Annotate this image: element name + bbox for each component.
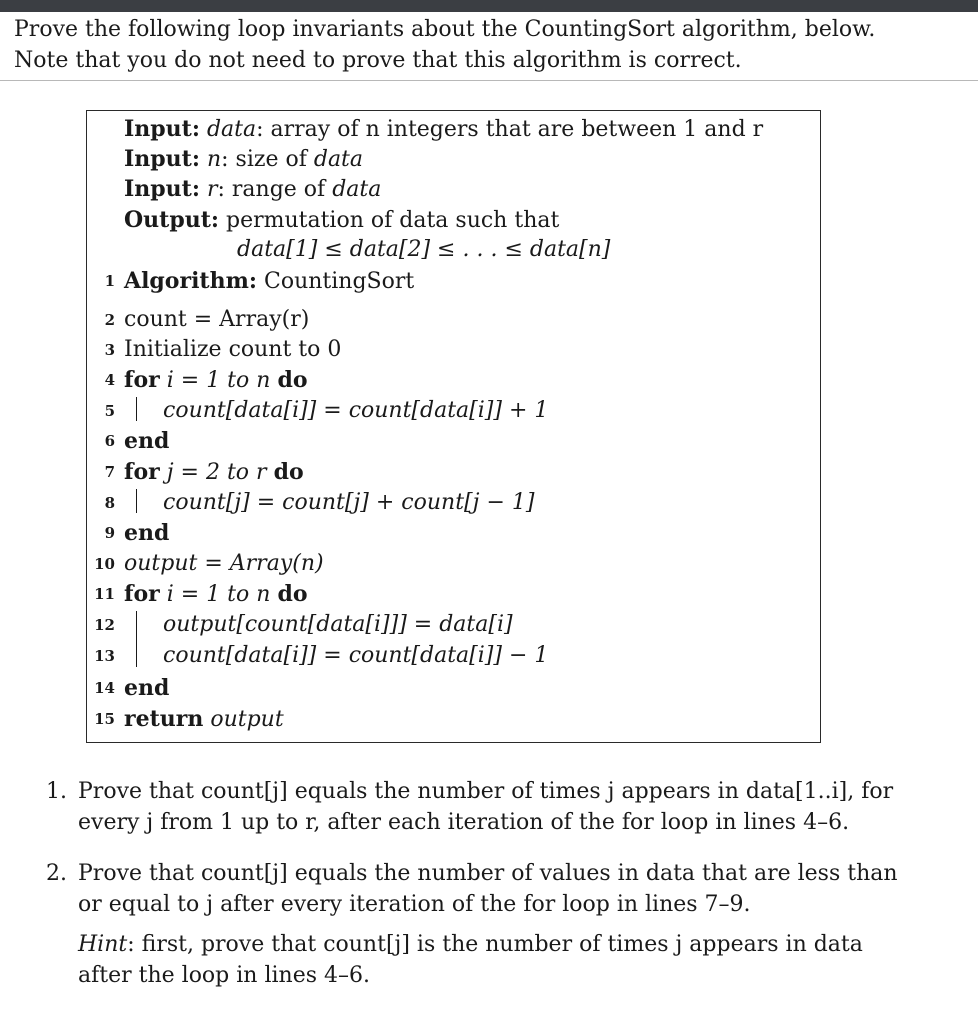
question-1-line-2: every j from 1 up to r, after each iteration of the for loop in lines 4–6. bbox=[78, 810, 850, 835]
intro-line-2: Note that you do not need to prove that this algorithm is correct. bbox=[14, 48, 742, 73]
intro-text bbox=[14, 14, 964, 76]
question-2: 2. Prove that count[j] equals the number of values in data that are less than or equal to j after every iteration of the for loop in lines 7–9. bbox=[78, 858, 898, 920]
block-bar bbox=[136, 397, 137, 421]
question-1: 1. Prove that count[j] equals the number of times j appears in data[1..i], for every j from 1 up to r, after each iteration of the for loop in lines 4–6. bbox=[78, 776, 898, 838]
hint-line-1: : first, prove that count[j] is the number of times j appears in data bbox=[127, 932, 863, 957]
hint-line-2: after the loop in lines 4–6. bbox=[78, 963, 370, 988]
input-1-text: array of n integers that are between 1 and r bbox=[270, 117, 764, 142]
question-1-line-1: Prove that count[j] equals the number of times j appears in data[1..i], for bbox=[78, 779, 894, 804]
hint-label: Hint bbox=[78, 932, 128, 957]
block-bar bbox=[136, 611, 137, 667]
top-bar bbox=[0, 0, 978, 12]
block-bar bbox=[136, 489, 137, 513]
question-2-line-1: Prove that count[j] equals the number of values in data that are less than bbox=[78, 861, 898, 886]
question-2-line-2: or equal to j after every iteration of the for loop in lines 7–9. bbox=[78, 892, 751, 917]
algorithm-box: Input: data: array of n integers that are between 1 and r Input: n: size of data Input: r: range of data Output: permutation of data such that data[1] ≤ data[2] ≤ . . . ≤ data[n] 1 Algorithm: CountingSort 2 count = Array(r) 3 Initialize count to 0 4 for i = 1 to n do 5 count[data[i]] = count[data[i]] + 1 6 end 7 for j = 2 to r do 8 count[j] = count[j] + count[j − 1] 9 end 10 output = Array(n) 11 for i = 1 to n do 12 output[count[data[i]]] = data[i] 13 count[data[i]] = count[data[i]] − 1 14 end 15 return output bbox=[86, 110, 821, 743]
hint bbox=[78, 929, 898, 991]
divider bbox=[0, 80, 978, 81]
intro-line-1: Prove the following loop invariants about the CountingSort algorithm, below. bbox=[14, 17, 876, 42]
